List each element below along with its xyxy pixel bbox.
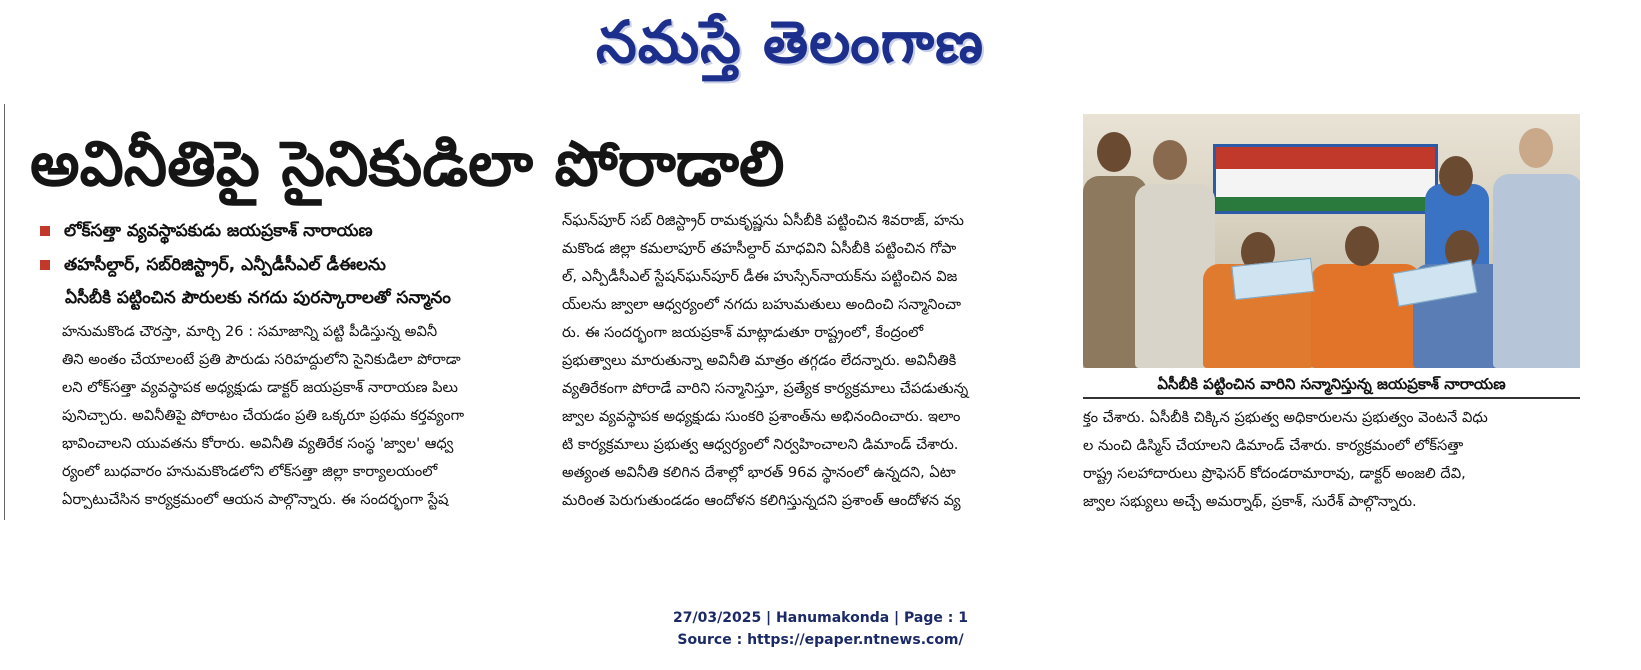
news-photo [1083,114,1580,368]
text-line: అత్యంత అవినీతి కలిగిన దేశాల్లో భారత్ 96వ స్థానంలో ఉన్నదని, ఏటా [562,464,956,481]
person-head [1519,128,1553,168]
text-line: ల నుంచి డిస్మిస్ చేయాలని డిమాండ్ చేశారు. కార్యక్రమంలో లోక్‌సత్తా [1083,437,1464,454]
text-line: ర్యంలో బుధవారం హనుమకొండలోని లోక్‌సత్తా జిల్లా కార్యాలయంలో [62,463,438,480]
text-line: మకొండ జిల్లా కమలాపూర్ తహసీల్దార్ మాధవిని ఏసీబీకి పట్టించిన గోపా [562,240,957,257]
footer-date-edition: 27/03/2025 | Hanumakonda | Page : 1 [673,610,968,626]
person-head [1153,140,1187,180]
text-line: ప్రభుత్వాలు మారుతున్నా అవినీతి మాత్రం తగ్గడం లేదన్నారు. అవినీతికి [562,352,957,369]
text-line: న్‌ఘన్‌పూర్ సబ్ రిజిస్ట్రార్ రామకృష్ణను ఏసీబీకి పట్టించిన శివరాజ్, హను [562,212,964,229]
person-figure [1493,174,1580,368]
text-line: లని లోక్‌సత్తా వ్యవస్థాపక అధ్యక్షుడు డాక్టర్ జయప్రకాశ్ నారాయణ పిలు [62,379,458,396]
bullet-square-icon [40,226,50,236]
text-line: టి కార్యక్రమాలు ప్రభుత్వ ఆధ్వర్యంలో నిర్వహించాలని డిమాండ్ చేశారు. [562,436,959,453]
text-line: ఏర్పాటుచేసిన కార్యక్రమంలో ఆయన పాల్గొన్నారు. ఈ సందర్భంగా స్టేష [62,491,449,508]
bullet-square-icon [40,260,50,270]
banner-stripe [1216,147,1435,169]
article-column-2 [562,207,1062,515]
person-head [1345,226,1379,266]
deck-line [40,285,560,311]
banner-stripe [1216,197,1435,211]
deck-text: ఏసీబీకి పట్టించిన పౌరులకు నగదు పురస్కారాలతో సన్మానం [65,288,451,308]
column-rule [4,104,5,520]
text-line: ల్, ఎన్పీడీసీఎల్ స్టేషన్‌ఘన్‌పూర్ డీఈ హుస్సేన్‌నాయక్‌ను పట్టించిన విజ [562,268,958,285]
photo-banner [1213,144,1438,214]
text-line: పునిచ్చారు. అవినీతిపై పోరాటం చేయడం ప్రతి ఒక్కరూ ప్రథమ కర్తవ్యంగా [62,407,465,424]
article-column-1 [62,318,542,514]
deck-line [40,252,560,278]
text-line: మరింత పెరుగుతుండడం ఆందోళన కలిగిస్తున్నదని ప్రశాంత్ ఆందోళన వ్య [562,492,961,509]
text-line: జ్వాల సభ్యులు అచ్చే అమర్నాథ్, ప్రకాశ్, సురేశ్ పాల్గొన్నారు. [1083,493,1417,510]
text-line: తిని అంతం చేయాలంటే ప్రతి పౌరుడు సరిహద్దులోని సైనికుడిలా పోరాడా [62,351,461,368]
text-line: క్తం చేశారు. ఏసీబీకి చిక్కిన ప్రభుత్వ అధికారులను ప్రభుత్వం వెంటనే విధు [1083,409,1488,426]
person-head [1097,132,1131,172]
deck-text: తహసీల్దార్, సబ్‌రిజిస్ట్రార్, ఎన్పీడీసీఎల్ డీఈలను [64,255,386,275]
person-head [1439,156,1473,196]
deck-line [40,218,560,244]
text-line: రు. ఈ సందర్భంగా జయప్రకాశ్ మాట్లాడుతూ రాష్ట్రంలో, కేంద్రంలో [562,324,924,341]
text-line: రాష్ట్ర సలహాదారులు ప్రొఫెసర్ కోదండరామారావు, డాక్టర్ అంజలి దేవి, [1083,465,1466,482]
text-line: వ్యతిరేకంగా పోరాడే వారిని సన్మానిస్తూ, ప్రత్యేక కార్యక్రమాలు చేపడుతున్న [562,380,969,397]
photo-caption: ఏసీబీకి పట్టించిన వారిని సన్మానిస్తున్న జయప్రకాశ్ నారాయణ [1083,369,1580,399]
newspaper-masthead: నమస్తే తెలంగాణ [596,8,984,76]
text-line: హనుమకొండ చౌరస్తా, మార్చి 26 : సమాజాన్ని పట్టి పీడిస్తున్న అవినీ [62,323,438,340]
text-line: య్‌లను జ్వాలా ఆధ్వర్యంలో నగదు బహుమతులు అందించి సన్మానించా [562,296,962,313]
footer-source: Source : https://epaper.ntnews.com/ [677,632,964,648]
deck-text: లోక్‌సత్తా వ్యవస్థాపకుడు జయప్రకాశ్ నారాయణ [64,221,373,241]
article-column-3 [1083,404,1573,516]
article-headline: అవినీతిపై సైనికుడిలా పోరాడాలి [30,127,785,200]
text-line: భావించాలని యువతను కోరారు. అవినీతి వ్యతిరేక సంస్థ 'జ్వాల' ఆధ్వ [62,435,454,452]
text-line: జ్వాల వ్యవస్థాపక అధ్యక్షుడు సుంకరి ప్రశాంత్‌ను అభినందించారు. ఇలాం [562,408,961,425]
